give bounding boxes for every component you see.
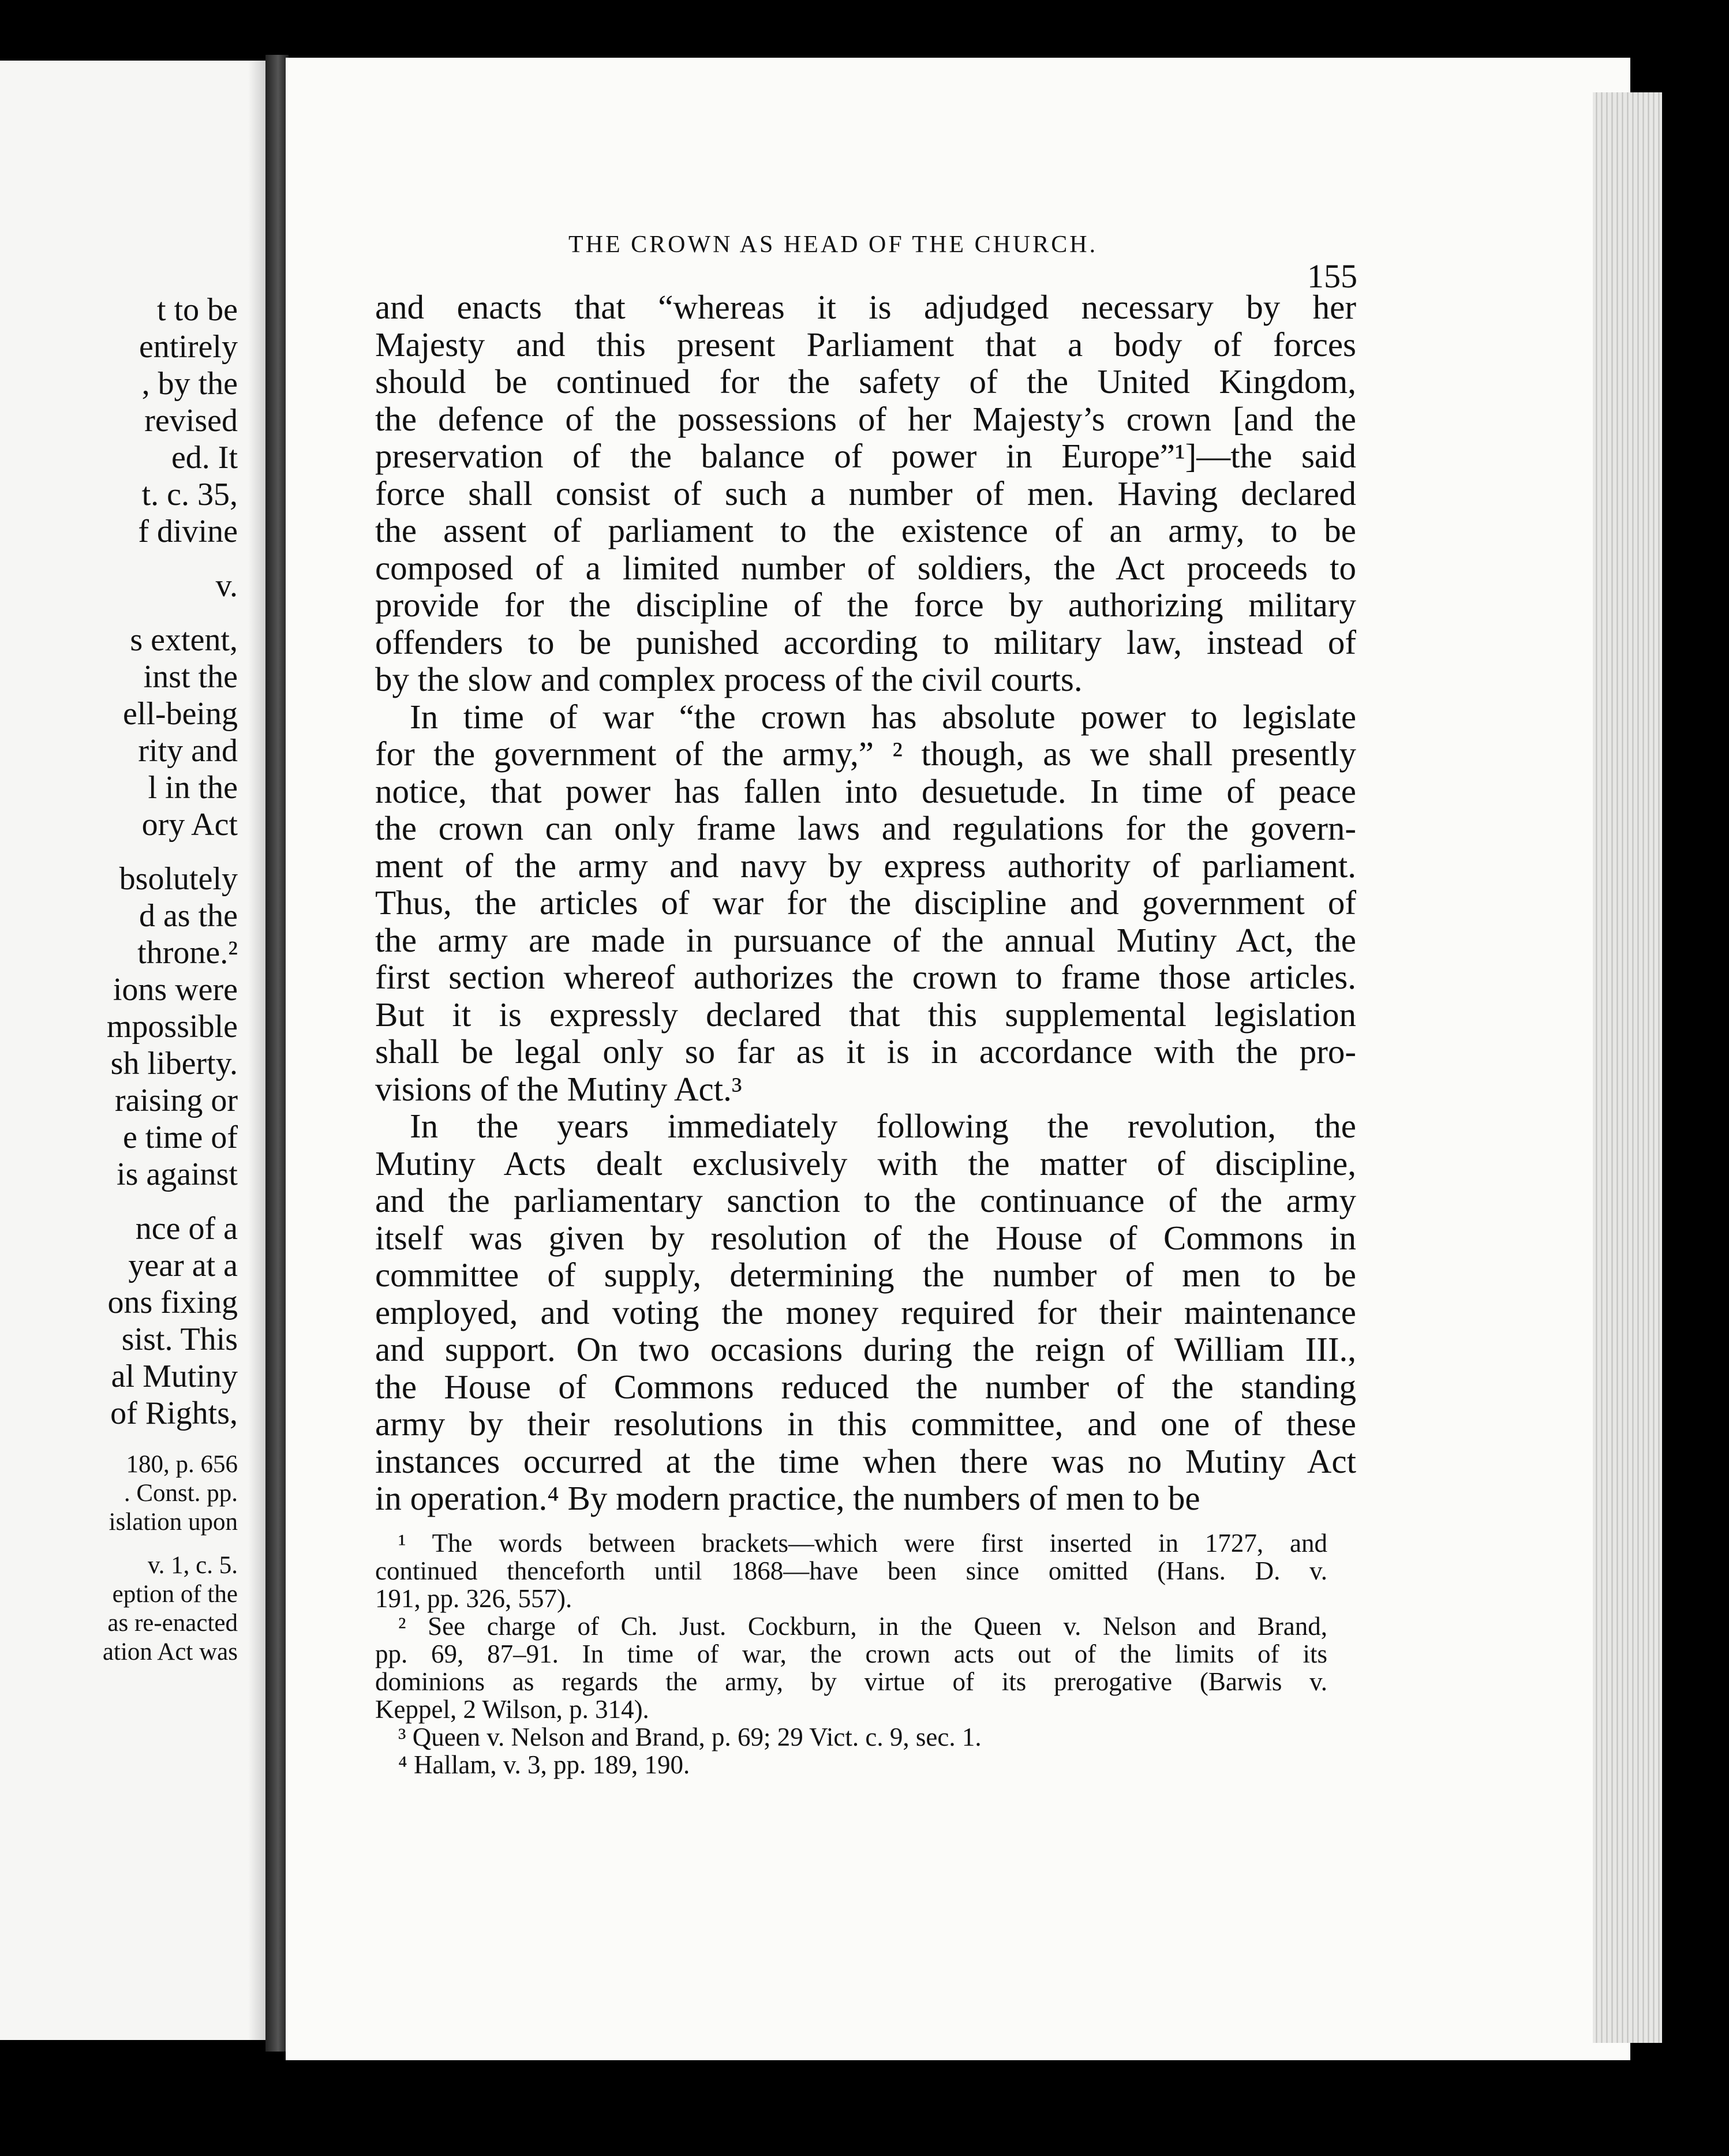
body-line: and enacts that “whereas it is adjudged necessary by her (375, 288, 1356, 326)
body-line: committee of supply, determining the number of men to be (375, 1256, 1356, 1294)
body-line: in operation.⁴ By modern practice, the numbers of men to be (375, 1479, 1200, 1517)
left-page-footnote-line: islation upon (108, 1509, 238, 1536)
body-line: Mutiny Acts dealt exclusively with the matter of discipline, (375, 1144, 1356, 1182)
footnote-line: ¹ The words between brackets—which were first inserted in 1727, and (398, 1529, 1327, 1558)
body-line: preservation of the balance of power in Europe”¹]—the said (375, 437, 1356, 475)
body-line: Majesty and this present Parliament that a body of forces (375, 325, 1356, 364)
left-page-line: sist. This (121, 1322, 238, 1357)
body-line: the assent of parliament to the existence of an army, to be (375, 511, 1356, 549)
footnotes (375, 1529, 1327, 1779)
left-page-line: revised (144, 403, 238, 439)
body-line: notice, that power has fallen into desuetude. In time of peace (375, 772, 1356, 810)
left-page-gutter-shadow (248, 61, 265, 2040)
body-line: offenders to be punished according to military law, instead of (375, 623, 1356, 661)
body-line: provide for the discipline of the force by authorizing military (375, 586, 1356, 624)
left-page-footnote-line: 180, p. 656 (126, 1451, 238, 1478)
body-line: itself was given by resolution of the House of Commons in (375, 1218, 1356, 1257)
left-facing-page (0, 61, 265, 2040)
footnote-line: pp. 69, 87–91. In time of war, the crown acts out of the limits of its (375, 1640, 1327, 1668)
page-fore-edge (1593, 92, 1662, 2043)
left-page-line: ed. It (171, 440, 238, 476)
body-line: ment of the army and navy by express authority of parliament. (375, 846, 1356, 885)
left-page-line: entirely (139, 329, 238, 365)
footnote-line: Keppel, 2 Wilson, p. 314). (375, 1695, 649, 1724)
left-page-line: , by the (141, 366, 238, 402)
footnote-line: continued thenceforth until 1868—have been since omitted (Hans. D. v. (375, 1556, 1327, 1585)
book-spine (265, 55, 289, 2052)
left-page-line: ons fixing (107, 1285, 238, 1320)
left-page-line: l in the (148, 770, 238, 806)
body-line: and support. On two occasions during the reign of William III., (375, 1330, 1356, 1368)
running-head: THE CROWN AS HEAD OF THE CHURCH. (568, 231, 1098, 258)
left-page-footnote-line: eption of the (112, 1581, 238, 1608)
footnote-line: ³ Queen v. Nelson and Brand, p. 69; 29 Vict. c. 9, sec. 1. (398, 1723, 982, 1751)
left-page-line: ory Act (141, 807, 238, 843)
body-line: In the years immediately following the revolution, the (410, 1107, 1356, 1145)
body-line: instances occurred at the time when there was no Mutiny Act (375, 1442, 1356, 1480)
body-line: But it is expressly declared that this supplemental legislation (375, 995, 1356, 1034)
left-page-line: e time of (122, 1120, 238, 1155)
left-page-line: s extent, (130, 622, 238, 658)
body-line: Thus, the articles of war for the discipline and government of (375, 884, 1356, 922)
body-line: should be continued for the safety of the United Kingdom, (375, 362, 1356, 400)
left-page-line: t to be (157, 292, 238, 328)
left-page-footnote-line: v. 1, c. 5. (147, 1552, 238, 1579)
body-line: the House of Commons reduced the number of the standing (375, 1367, 1356, 1406)
body-text (375, 289, 1356, 1517)
body-line: by the slow and complex process of the civil courts. (375, 660, 1083, 698)
left-page-line: ell-being (122, 696, 238, 732)
left-page-line: v. (215, 568, 238, 604)
left-page-footnote-line: as re-enacted (107, 1609, 238, 1637)
body-line: the army are made in pursuance of the annual Mutiny Act, the (375, 920, 1356, 959)
body-line: force shall consist of such a number of men. Having declared (375, 474, 1356, 512)
left-page-line: t. c. 35, (141, 477, 238, 512)
footnote-line: dominions as regards the army, by virtue of its prerogative (Barwis v. (375, 1667, 1327, 1696)
left-page-line: is against (117, 1156, 238, 1192)
body-line: visions of the Mutiny Act.³ (375, 1069, 742, 1108)
left-page-line: f divine (138, 514, 238, 549)
body-line: for the government of the army,” ² though, as we shall presently (375, 735, 1356, 773)
left-page-line: year at a (128, 1248, 238, 1283)
body-line: first section whereof authorizes the crown to frame those articles. (375, 958, 1356, 996)
left-page-line: ions were (113, 972, 238, 1008)
left-page-footnote-line: . Const. pp. (124, 1480, 238, 1507)
left-page-line: of Rights, (110, 1395, 238, 1431)
left-page-line: raising or (114, 1083, 238, 1118)
left-page-line: throne.² (137, 935, 238, 971)
left-page-line: rity and (138, 733, 238, 769)
left-page-line: al Mutiny (111, 1358, 238, 1394)
body-line: the crown can only frame laws and regulations for the govern- (375, 809, 1356, 847)
body-line: employed, and voting the money required for their maintenance (375, 1293, 1356, 1331)
body-line: and the parliamentary sanction to the continuance of the army (375, 1181, 1356, 1219)
left-page-line: sh liberty. (110, 1046, 238, 1081)
body-line: the defence of the possessions of her Majesty’s crown [and the (375, 399, 1356, 438)
left-page-line: d as the (139, 898, 238, 934)
body-line: army by their resolutions in this committee, and one of these (375, 1405, 1356, 1443)
left-page-line: mpossible (106, 1009, 238, 1045)
left-page-line: bsolutely (119, 861, 238, 897)
footnote-line: 191, pp. 326, 557). (375, 1584, 572, 1613)
page-number: 155 (1307, 257, 1357, 295)
footnote-line: ⁴ Hallam, v. 3, pp. 189, 190. (398, 1750, 690, 1779)
footnote-line: ² See charge of Ch. Just. Cockburn, in the Queen v. Nelson and Brand, (398, 1612, 1327, 1641)
body-line: In time of war “the crown has absolute power to legislate (410, 697, 1356, 736)
left-page-line: nce of a (135, 1211, 238, 1247)
body-line: composed of a limited number of soldiers, the Act proceeds to (375, 548, 1356, 587)
left-page-line: inst the (143, 659, 238, 695)
left-page-footnote-line: ation Act was (102, 1638, 238, 1665)
body-line: shall be legal only so far as it is in accordance with the pro- (375, 1032, 1356, 1070)
